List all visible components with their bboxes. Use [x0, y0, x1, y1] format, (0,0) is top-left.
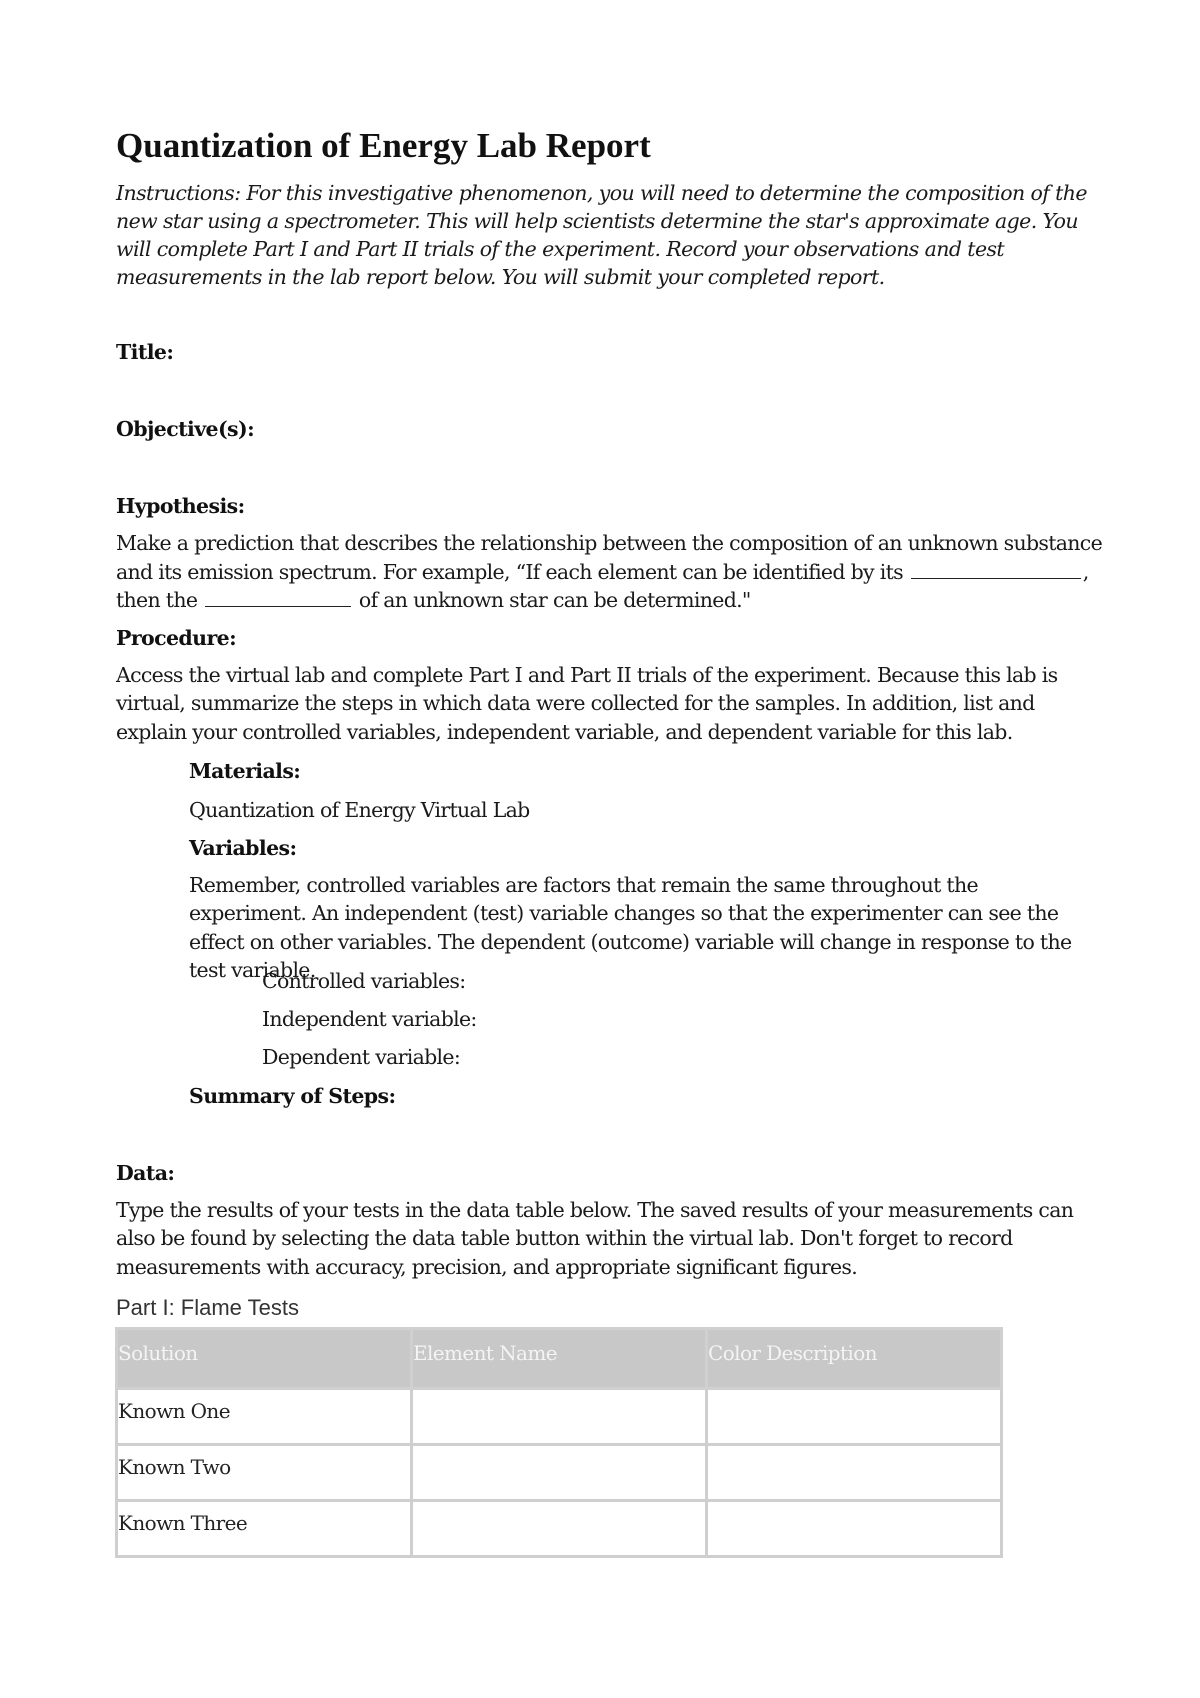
- hypothesis-label: Hypothesis:: [116, 494, 245, 518]
- cell-solution: Known One: [117, 1389, 412, 1445]
- data-text: Type the results of your tests in the data table below. The saved results of your measurements can also be found by selecting the data table button within the virtual lab. Don't forget to record measurements with accuracy, precision, and appropriate significant figures.: [116, 1198, 1074, 1279]
- column-header-color-description: Color Description: [707, 1329, 1002, 1389]
- cell-element-name[interactable]: [412, 1445, 707, 1501]
- fill-in-blank-1: [911, 558, 1081, 579]
- table-row: [117, 1445, 1002, 1501]
- independent-variable-label: Independent variable:: [262, 1007, 477, 1031]
- cell-solution: Known Two: [117, 1445, 412, 1501]
- title-label: Title:: [116, 340, 174, 364]
- cell-solution: Known Three: [117, 1501, 412, 1557]
- column-header-element-name: Element Name: [412, 1329, 707, 1389]
- materials-text: Quantization of Energy Virtual Lab: [189, 798, 530, 822]
- cell-color-description[interactable]: [707, 1445, 1002, 1501]
- procedure-text: Access the virtual lab and complete Part I and Part II trials of the experiment. Because this lab is virtual, summarize the steps in which data were collected for the samples. In addition, list and explain your controlled variables, independent variable, and dependent variable for this lab.: [116, 663, 1058, 744]
- cell-color-description[interactable]: [707, 1389, 1002, 1445]
- hypothesis-line-3: [116, 586, 751, 613]
- controlled-variables-label: Controlled variables:: [262, 969, 466, 993]
- hypothesis-line-1: Make a prediction that describes the relationship between the composition of an unknown substance: [116, 531, 1103, 555]
- data-label: Data:: [116, 1161, 175, 1185]
- cell-color-description[interactable]: [707, 1501, 1002, 1557]
- objectives-label: Objective(s):: [116, 417, 255, 441]
- table-row: [117, 1501, 1002, 1557]
- procedure-label: Procedure:: [116, 626, 237, 650]
- cell-element-name[interactable]: [412, 1501, 707, 1557]
- dependent-variable-label: Dependent variable:: [262, 1045, 461, 1069]
- hypothesis-line-2-end: ,: [1082, 560, 1089, 584]
- hypothesis-line-3-end: of an unknown star can be determined.": [358, 588, 751, 612]
- flame-tests-table: [115, 1327, 1003, 1558]
- page-title: Quantization of Energy Lab Report: [116, 126, 651, 165]
- materials-label: Materials:: [189, 759, 301, 783]
- summary-of-steps-label: Summary of Steps:: [189, 1084, 396, 1108]
- cell-element-name[interactable]: [412, 1389, 707, 1445]
- hypothesis-line-2: [116, 558, 1089, 585]
- variables-label: Variables:: [189, 836, 297, 860]
- variables-text: Remember, controlled variables are factors that remain the same throughout the experiment. An independent (test) variable changes so that the experimenter can see the effect on other variables. The dependent (outcome) variable will change in response to the test variable.: [189, 873, 1072, 982]
- column-header-solution: Solution: [117, 1329, 412, 1389]
- table-row: [117, 1389, 1002, 1445]
- fill-in-blank-2: [205, 586, 351, 607]
- instructions-text: Instructions: For this investigative phenomenon, you will need to determine the composition of the new star using a spectrometer. This will help scientists determine the star's approximate age. You will complete Part I and Part II trials of the experiment. Record your observations and test measurements in the lab report below. You will submit your completed report.: [116, 181, 1087, 289]
- hypothesis-line-3-text: then the: [116, 588, 198, 612]
- part-1-heading: Part I: Flame Tests: [116, 1295, 299, 1320]
- table-header-row: [117, 1329, 1002, 1389]
- hypothesis-line-2-text: and its emission spectrum. For example, “If each element can be identified by its: [116, 560, 903, 584]
